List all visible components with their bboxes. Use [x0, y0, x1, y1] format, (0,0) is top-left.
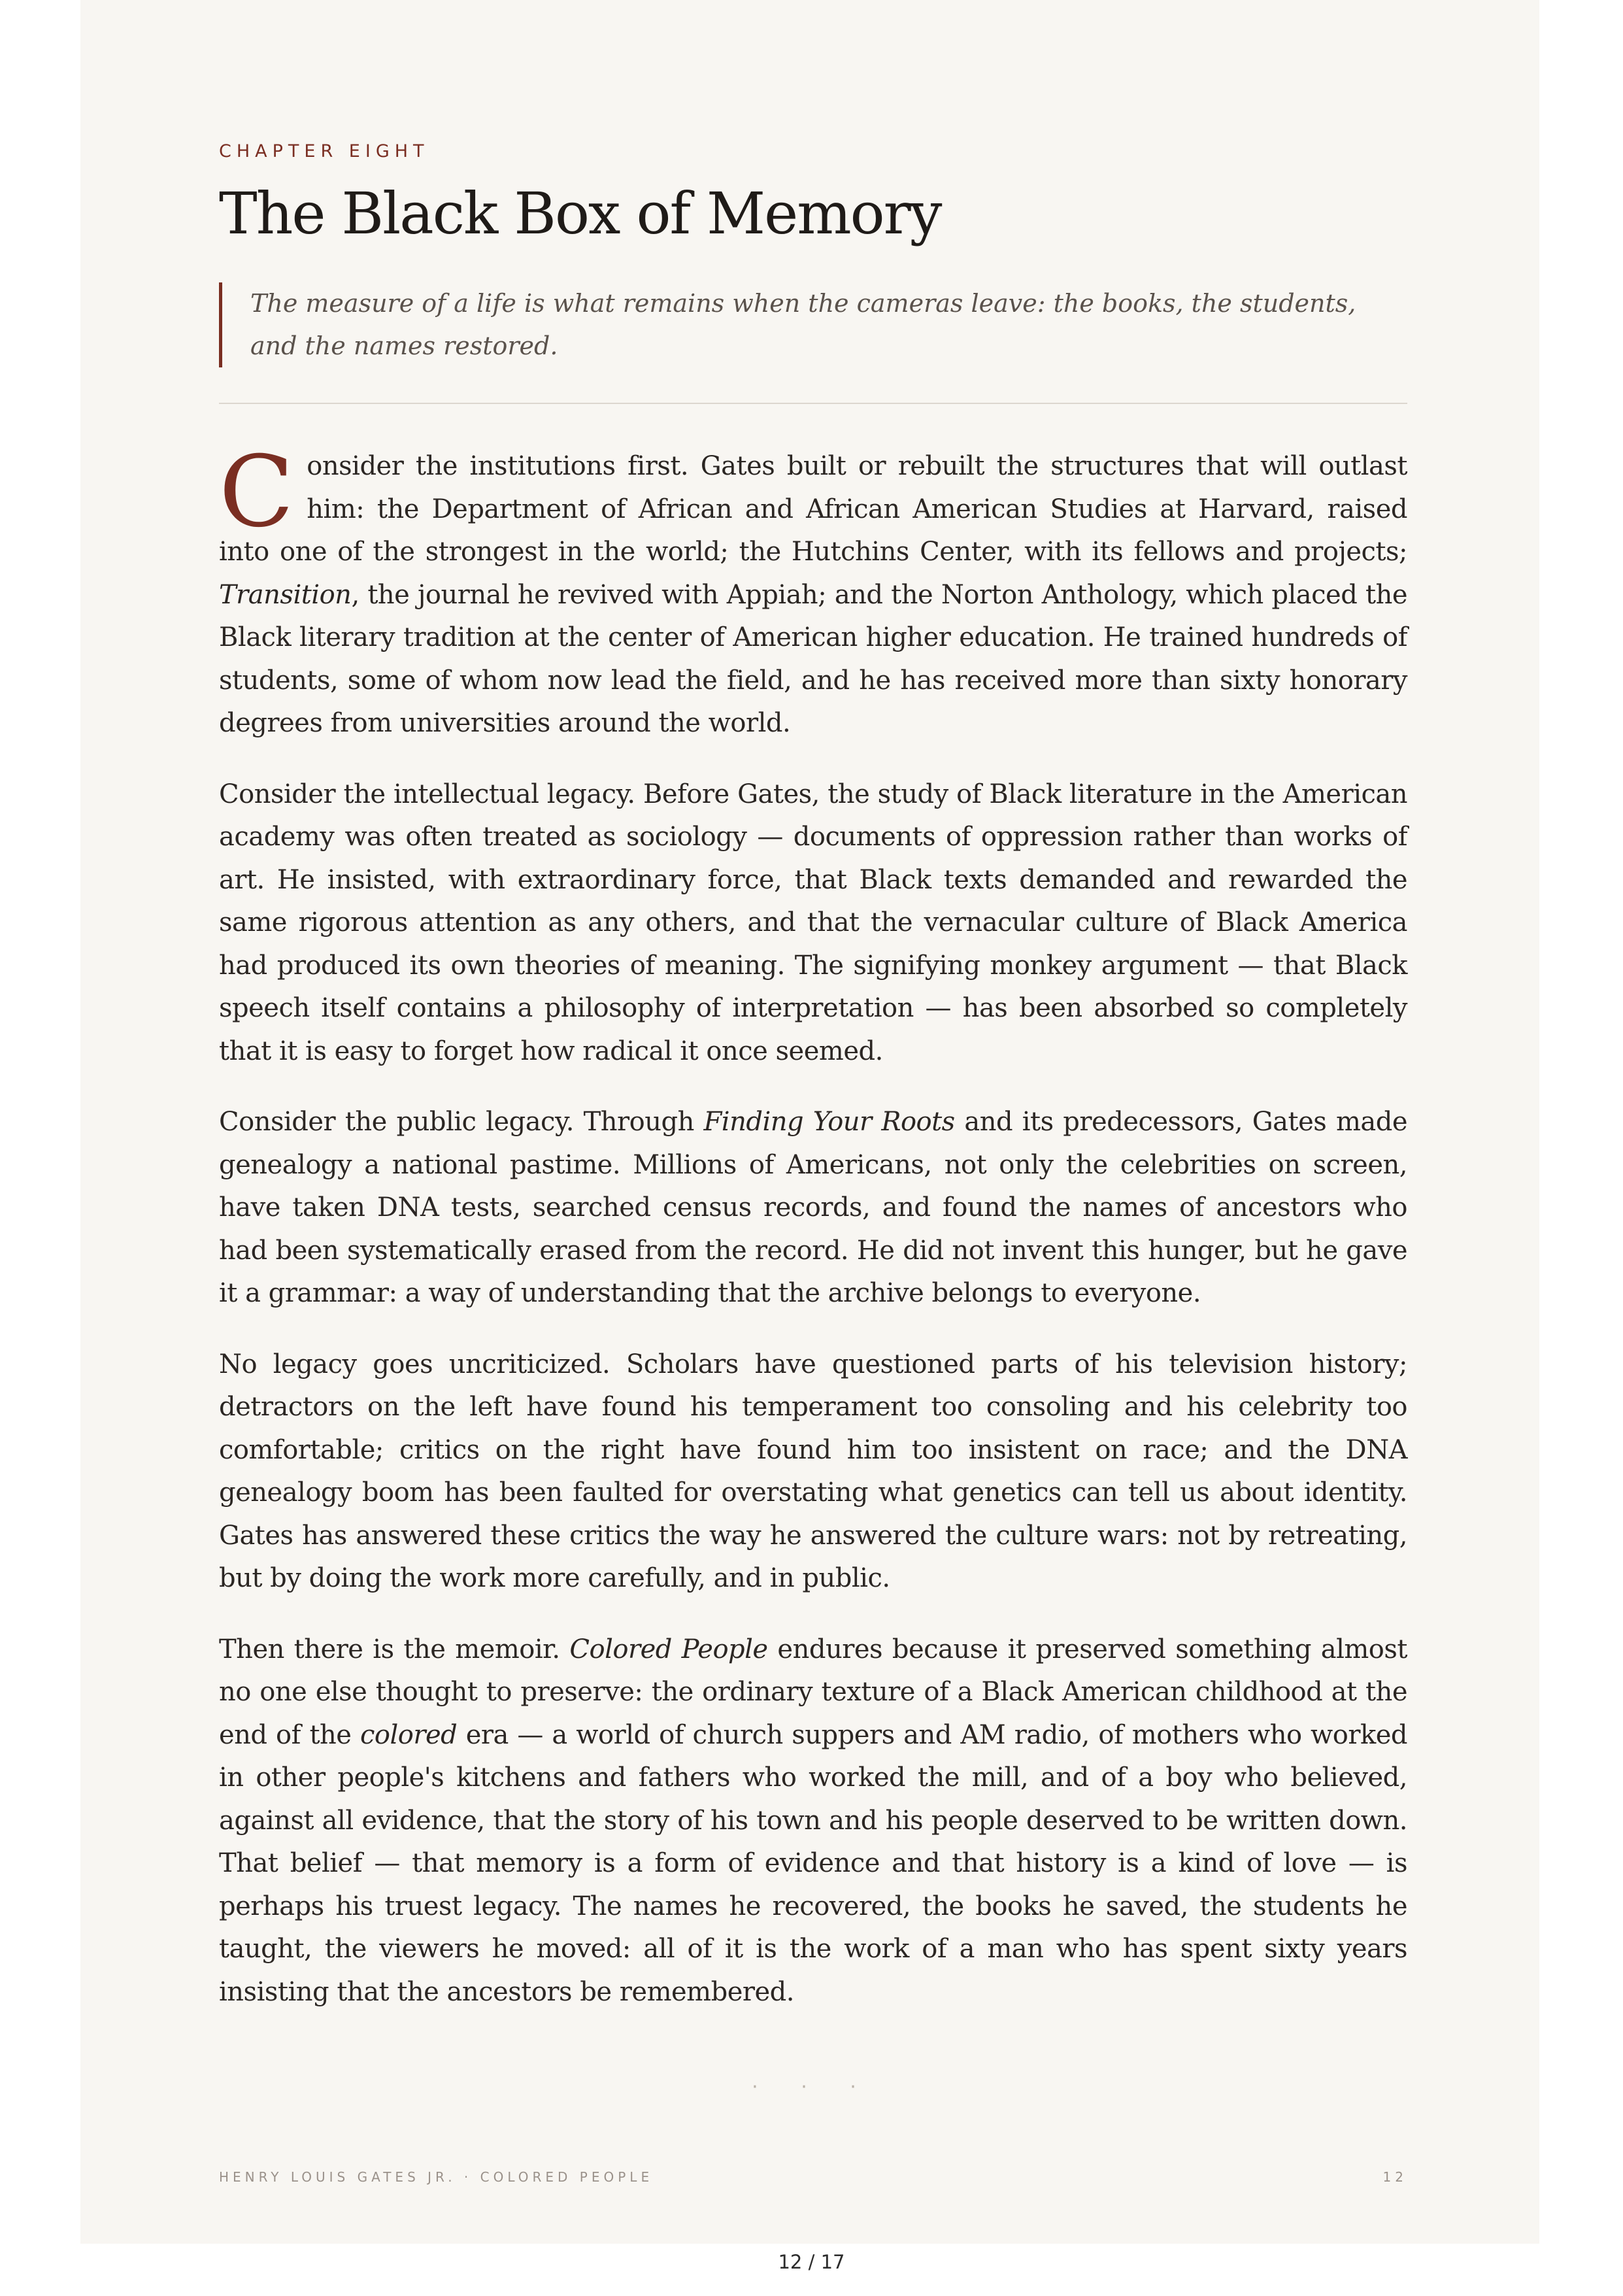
- document-page: [80, 0, 1539, 2244]
- title-emphasis: Transition: [219, 579, 352, 610]
- paragraph-text: and its predecessors, Gates made genealogy a national pastime. Millions of Americans, not only the celebrities on screen, have taken DNA tests, searched census records, and found the names of ancestors who had been systematically erased from the record. He did not invent this hunger, but he gave it a grammar: a way of understanding that the archive belongs to everyone.: [219, 1107, 1407, 1308]
- page-number: 12: [1382, 2169, 1407, 2185]
- running-head: HENRY LOUIS GATES JR. · COLORED PEOPLE: [219, 2169, 654, 2185]
- section-divider: [219, 403, 1407, 404]
- title-emphasis: Finding Your Roots: [703, 1107, 955, 1137]
- paragraph-text: Consider the public legacy. Through: [219, 1107, 704, 1137]
- word-emphasis: colored: [360, 1719, 458, 1750]
- section-ornament: · · ·: [752, 2076, 875, 2099]
- paragraph-intellectual-legacy: Consider the intellectual legacy. Before Gates, the study of Black literature in the American academy was often treated as sociology — documents of oppression rather than works of art. He insisted, with extraordinary force, that Black texts demanded and rewarded the same rigorous attention as any others, and that the vernacular culture of Black America had produced its own theories of meaning. The signifying monkey argument — that Black speech itself contains a philosophy of interpretation — has been absorbed so completely that it is easy to forget how radical it once seemed.: [219, 779, 1407, 1066]
- paragraph-text: , the journal he revived with Appiah; and the Norton Anthology, which placed the Black literary tradition at the center of American higher education. He trained hundreds of students, some of whom now lead the field, and he has received more than sixty honorary degrees from universities around the world.: [219, 579, 1407, 738]
- viewer-page-indicator: 12 / 17: [778, 2251, 845, 2273]
- paragraph-text: Then there is the memoir.: [219, 1634, 570, 1664]
- chapter-label: CHAPTER EIGHT: [219, 141, 429, 161]
- paragraph-institutions: [219, 435, 1407, 745]
- paragraph-memoir: [219, 1629, 1407, 2014]
- title-emphasis: Colored People: [569, 1634, 768, 1664]
- paragraph-text: endures because it preserved something almost no one else thought to preserve: the ordinary texture of a Black American childhood at the end of the: [219, 1634, 1407, 1750]
- paragraph-public-legacy: [219, 1101, 1407, 1315]
- paragraph-criticism: No legacy goes uncriticized. Scholars have questioned parts of his television history; detractors on the left have found his temperament too consoling and his celebrity too comfortable; critics on the right have found him too insistent on race; and the DNA genealogy boom has been faulted for overstating what genetics can tell us about identity. Gates has answered these critics the way he answered the culture wars: not by retreating, but by doing the work more carefully, and in public.: [219, 1349, 1407, 1593]
- drop-cap: C: [219, 435, 294, 549]
- epigraph: The measure of a life is what remains when the cameras leave: the books, the students, and the names restored.: [219, 282, 1407, 367]
- paragraph-text: onsider the institutions first. Gates built or rebuilt the structures that will outlast him: the Department of African and African American Studies at Harvard, raised into one of the strongest in the world; the Hutchins Center, with its fellows and projects;: [219, 451, 1407, 567]
- chapter-title: The Black Box of Memory: [219, 180, 941, 247]
- chapter-body: [219, 435, 1408, 2042]
- paragraph-text: era — a world of church suppers and AM radio, of mothers who worked in other people's kitchens and fathers who worked the mill, and of a boy who believed, against all evidence, that the story of his town and his people deserved to be written down. That belief — that memory is a form of evidence and that history is a kind of love — is perhaps his truest legacy. The names he recovered, the books he saved, the students he taught, the viewers he moved: all of it is the work of a man who has spent sixty years insisting that the ancestors be remembered.: [219, 1719, 1408, 2007]
